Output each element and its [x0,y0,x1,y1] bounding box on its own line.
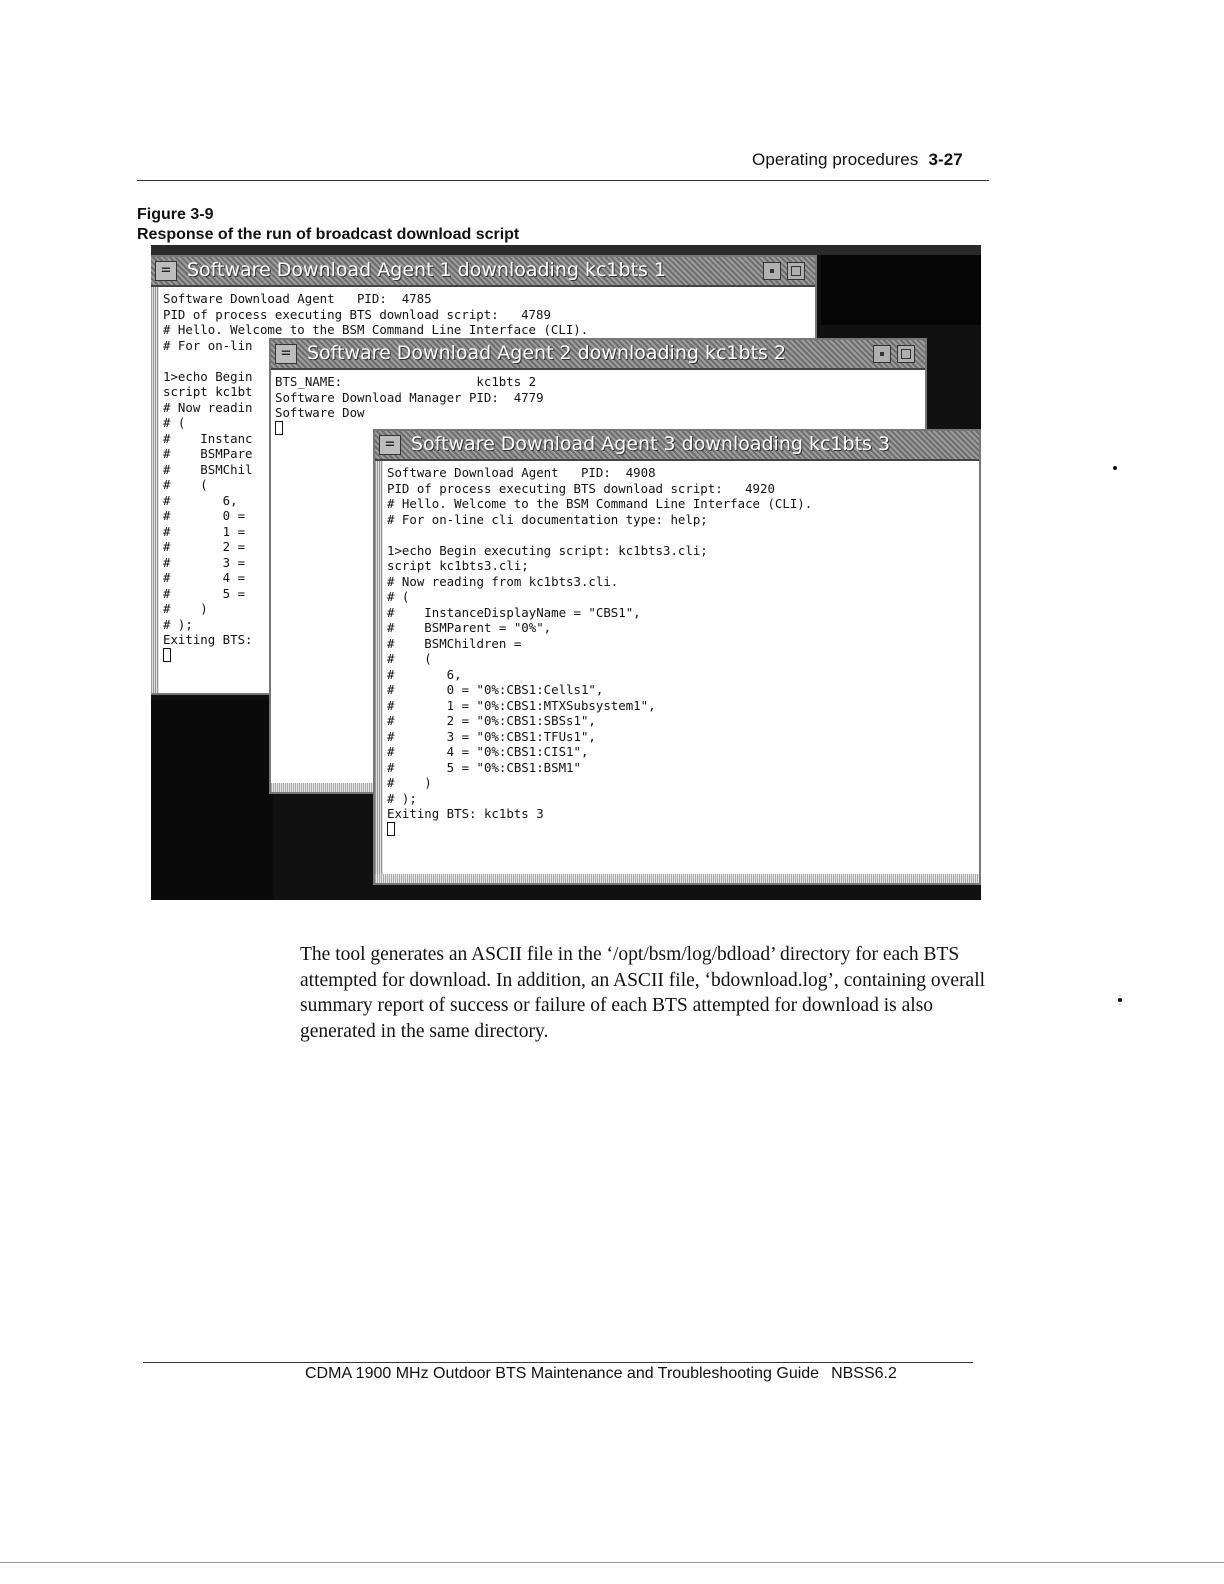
terminal-line: # BSMPare [163,446,253,461]
terminal-line: # Now reading from kc1bts3.cli. [387,573,619,589]
terminal-line: BTS_NAME: kc1bts 2 [275,374,537,389]
terminal-line: # BSMParent = "0%", [387,620,552,635]
terminal-line [387,527,973,543]
terminal-output[interactable] [387,465,973,837]
footer-rule [143,1362,973,1363]
window-menu-icon[interactable]: = [155,261,177,281]
terminal-line: # 2 = "0%:CBS1:SBSs1", [387,713,596,728]
terminal-line: # ); [387,790,417,806]
footer-version: NBSS6.2 [831,1365,897,1382]
window-title: Software Download Agent 3 downloading kc1bts 3 [411,433,891,455]
terminal-line: # 0 = "0%:CBS1:Cells1", [387,682,604,697]
terminal-line: # 2 = [163,539,246,554]
terminal-line: # ( [387,651,432,666]
terminal-line: # 1 = [163,523,246,539]
running-footer [305,1365,897,1383]
body-paragraph: The tool generates an ASCII file in the ‘/opt/bsm/log/bdload’ directory for each BTS attempted for download. In addition, an ASCII file, ‘bdownload.log’, containing overall summary report of success or failure of each BTS attempted for download is also generated in the same directory. [300,944,986,1042]
terminal-line: # 6, [387,666,462,682]
window-menu-icon[interactable]: = [379,435,401,455]
footer-title: CDMA 1900 MHz Outdoor BTS Maintenance and Troubleshooting Guide [305,1365,820,1382]
terminal-line: # 5 = "0%:CBS1:BSM1" [387,759,581,775]
terminal-line: # ) [163,601,208,616]
terminal-line: # Hello. Welcome to the BSM Command Line Interface (CLI). [387,496,813,511]
minimize-icon[interactable] [873,345,891,363]
terminal-line: Software Dow [275,405,365,420]
terminal-line: # ) [387,775,432,790]
terminal-line: # 3 = [163,554,246,570]
terminal-line: Exiting BTS: [163,632,253,647]
terminal-line: script kc1bts3.cli; [387,558,529,573]
window-menu-icon[interactable]: = [275,344,297,364]
terminal-line: # 3 = "0%:CBS1:TFUs1", [387,728,596,744]
terminal-line: # BSMChil [163,461,253,477]
terminal-line: # 6, [163,492,238,508]
header-rule [137,180,989,181]
page-bottom-edge [0,1562,1224,1563]
terminal-line: # ( [163,415,186,430]
terminal-line: # 1 = "0%:CBS1:MTXSubsystem1", [387,697,656,713]
header-page-number: 3-27 [928,150,963,169]
running-header [752,150,963,170]
terminal-line: # BSMChildren = [387,635,522,651]
terminal-line: # For on-lin [163,337,253,353]
terminal-cursor [387,822,973,838]
terminal-line: script kc1bt [163,384,253,399]
terminal-line: PID of process executing BTS download script: 4789 [163,306,551,322]
terminal-line: # ); [163,616,193,632]
terminal-window-agent-3[interactable] [373,429,981,885]
terminal-line: Software Download Agent PID: 4785 [163,291,432,306]
window-title: Software Download Agent 2 downloading kc1bts 2 [307,342,787,364]
maximize-icon[interactable] [787,262,805,280]
figure-label [137,205,519,245]
terminal-line: # Hello. Welcome to the BSM Command Line Interface (CLI). [163,322,589,337]
window-titlebar[interactable] [271,340,925,370]
terminal-line: # Now readin [163,399,253,415]
desktop-edge [151,245,981,255]
window-bottom-border [375,874,979,883]
header-section: Operating procedures [752,150,919,169]
terminal-line: 1>echo Begin executing script: kc1bts3.cli; [387,542,708,558]
terminal-line: # 4 = "0%:CBS1:CIS1", [387,744,589,759]
window-border [151,287,159,693]
terminal-line: # 5 = [163,585,246,601]
margin-mark [1113,466,1117,470]
window-titlebar[interactable] [375,431,979,461]
figure-number: Figure 3-9 [137,206,214,223]
window-title: Software Download Agent 1 downloading kc1bts 1 [187,259,667,281]
margin-mark [1118,998,1122,1002]
terminal-line: Software Download Agent PID: 4908 [387,465,656,480]
minimize-icon[interactable] [763,262,781,280]
terminal-line: # 0 = [163,508,246,523]
screenshot-desktop [151,245,981,900]
terminal-line: # 4 = [163,570,246,585]
terminal-line: # For on-line cli documentation type: help; [387,511,708,527]
terminal-line: 1>echo Begin [163,368,253,384]
terminal-line: Exiting BTS: kc1bts 3 [387,806,544,821]
desktop-background [151,700,273,900]
desktop-background [821,255,981,325]
maximize-icon[interactable] [897,345,915,363]
figure-caption: Response of the run of broadcast download script [137,226,520,243]
terminal-line: Software Download Manager PID: 4779 [275,389,544,405]
terminal-line: # ( [163,477,208,492]
terminal-line: # ( [387,589,410,604]
terminal-line: # InstanceDisplayName = "CBS1", [387,604,641,620]
terminal-line: # Instanc [163,430,253,446]
terminal-line: PID of process executing BTS download script: 4920 [387,480,775,496]
terminal-output[interactable] [275,374,919,436]
window-titlebar[interactable] [151,257,815,287]
window-border [375,461,383,883]
